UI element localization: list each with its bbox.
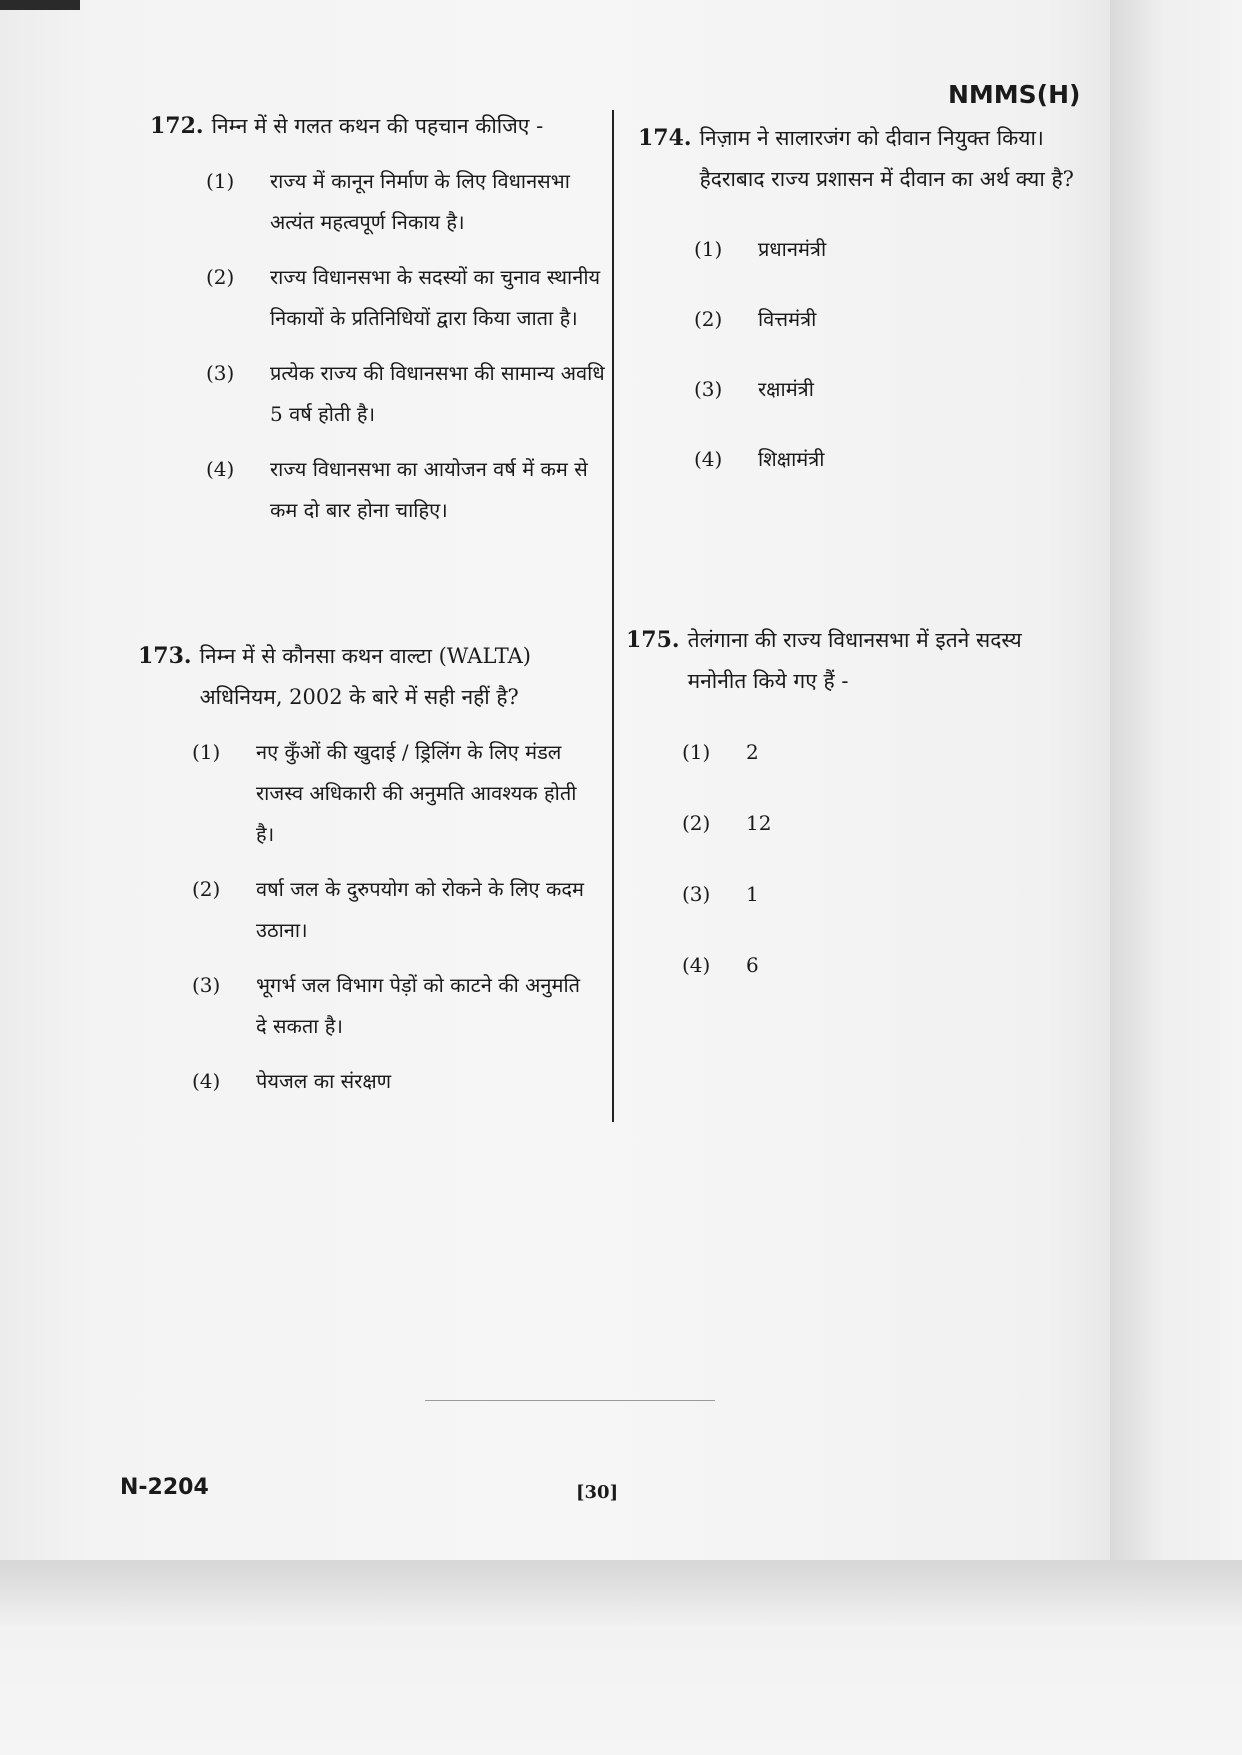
question-text: निज़ाम ने सालारजंग को दीवान नियुक्त किया। हैदराबाद राज्य प्रशासन में दीवान का अर्थ क्या है? (699, 126, 1074, 191)
option-number: (1) (192, 740, 221, 764)
option-number: (4) (206, 457, 235, 481)
question-number: 173. (138, 643, 192, 669)
option-1 (206, 161, 605, 243)
question-stem (638, 118, 1098, 200)
option-number: (2) (682, 811, 711, 835)
option-4 (694, 439, 1098, 480)
option-text: 1 (746, 882, 759, 906)
option-3 (682, 874, 1086, 915)
question-text: निम्न में से गलत कथन की पहचान कीजिए - (211, 114, 544, 138)
option-number: (2) (206, 265, 235, 289)
option-2 (206, 257, 605, 339)
question-172 (150, 106, 605, 531)
option-4 (682, 945, 1086, 986)
option-number: (2) (192, 877, 221, 901)
scan-bottom-margin (0, 1560, 1242, 1755)
scan-mark (0, 0, 80, 10)
options-list (682, 732, 1086, 986)
options-list (192, 732, 593, 1102)
question-number: 174. (638, 125, 692, 151)
option-number: (2) (694, 307, 723, 331)
option-number: (3) (192, 973, 221, 997)
option-2 (682, 803, 1086, 844)
option-number: (4) (682, 953, 711, 977)
page-number: [30] (576, 1482, 619, 1503)
option-1 (694, 229, 1098, 270)
option-text: शिक्षामंत्री (758, 447, 825, 471)
question-174 (638, 118, 1098, 480)
question-text: निम्न में से कौनसा कथन वाल्टा (WALTA) अधिनियम, 2002 के बारे में सही नहीं है? (199, 644, 531, 709)
column-divider (612, 110, 614, 1122)
question-stem (626, 620, 1086, 702)
option-3 (206, 353, 605, 435)
option-text: नए कुँओं की खुदाई / ड्रिलिंग के लिए मंडल राजस्व अधिकारी की अनुमति आवश्यक होती है। (256, 740, 577, 846)
option-text: 2 (746, 740, 759, 764)
option-1 (682, 732, 1086, 773)
option-number: (3) (682, 882, 711, 906)
question-number: 172. (150, 113, 204, 139)
option-number: (3) (694, 377, 723, 401)
option-2 (192, 869, 593, 951)
question-stem (138, 636, 593, 718)
option-text: पेयजल का संरक्षण (256, 1069, 392, 1093)
option-4 (206, 449, 605, 531)
option-number: (4) (694, 447, 723, 471)
option-text: वर्षा जल के दुरुपयोग को रोकने के लिए कदम उठाना। (256, 877, 584, 942)
option-text: राज्य विधानसभा का आयोजन वर्ष में कम से कम दो बार होना चाहिए। (270, 457, 588, 522)
option-text: प्रधानमंत्री (758, 237, 827, 261)
option-2 (694, 299, 1098, 340)
option-text: 12 (746, 811, 772, 835)
option-3 (192, 965, 593, 1047)
option-text: रक्षामंत्री (758, 377, 814, 401)
question-text: तेलंगाना की राज्य विधानसभा में इतने सदस्य मनोनीत किये गए हैं - (687, 628, 1022, 693)
question-173 (138, 636, 593, 1102)
question-stem (150, 106, 605, 147)
option-number: (4) (192, 1069, 221, 1093)
option-4 (192, 1061, 593, 1102)
option-text: वित्तमंत्री (758, 307, 817, 331)
option-number: (1) (694, 237, 723, 261)
option-text: भूगर्भ जल विभाग पेड़ों को काटने की अनुमति दे सकता है। (256, 973, 581, 1038)
options-list (206, 161, 605, 531)
option-text: राज्य विधानसभा के सदस्यों का चुनाव स्थानीय निकायों के प्रतिनिधियों द्वारा किया जाता है। (270, 265, 601, 330)
page-edge-shadow (1110, 0, 1242, 1580)
option-text: 6 (746, 953, 759, 977)
option-text: प्रत्येक राज्य की विधानसभा की सामान्य अवधि 5 वर्ष होती है। (270, 361, 605, 426)
options-list (694, 229, 1098, 480)
option-text: राज्य में कानून निर्माण के लिए विधानसभा अत्यंत महत्वपूर्ण निकाय है। (270, 169, 570, 234)
question-175 (626, 620, 1086, 986)
question-number: 175. (626, 627, 680, 653)
paper-code-footer: N-2204 (120, 1475, 209, 1500)
option-number: (1) (206, 169, 235, 193)
option-3 (694, 369, 1098, 410)
paper-code-header: NMMS(H) (948, 80, 1081, 109)
option-number: (3) (206, 361, 235, 385)
option-1 (192, 732, 593, 855)
option-number: (1) (682, 740, 711, 764)
divider-rule (425, 1400, 715, 1401)
